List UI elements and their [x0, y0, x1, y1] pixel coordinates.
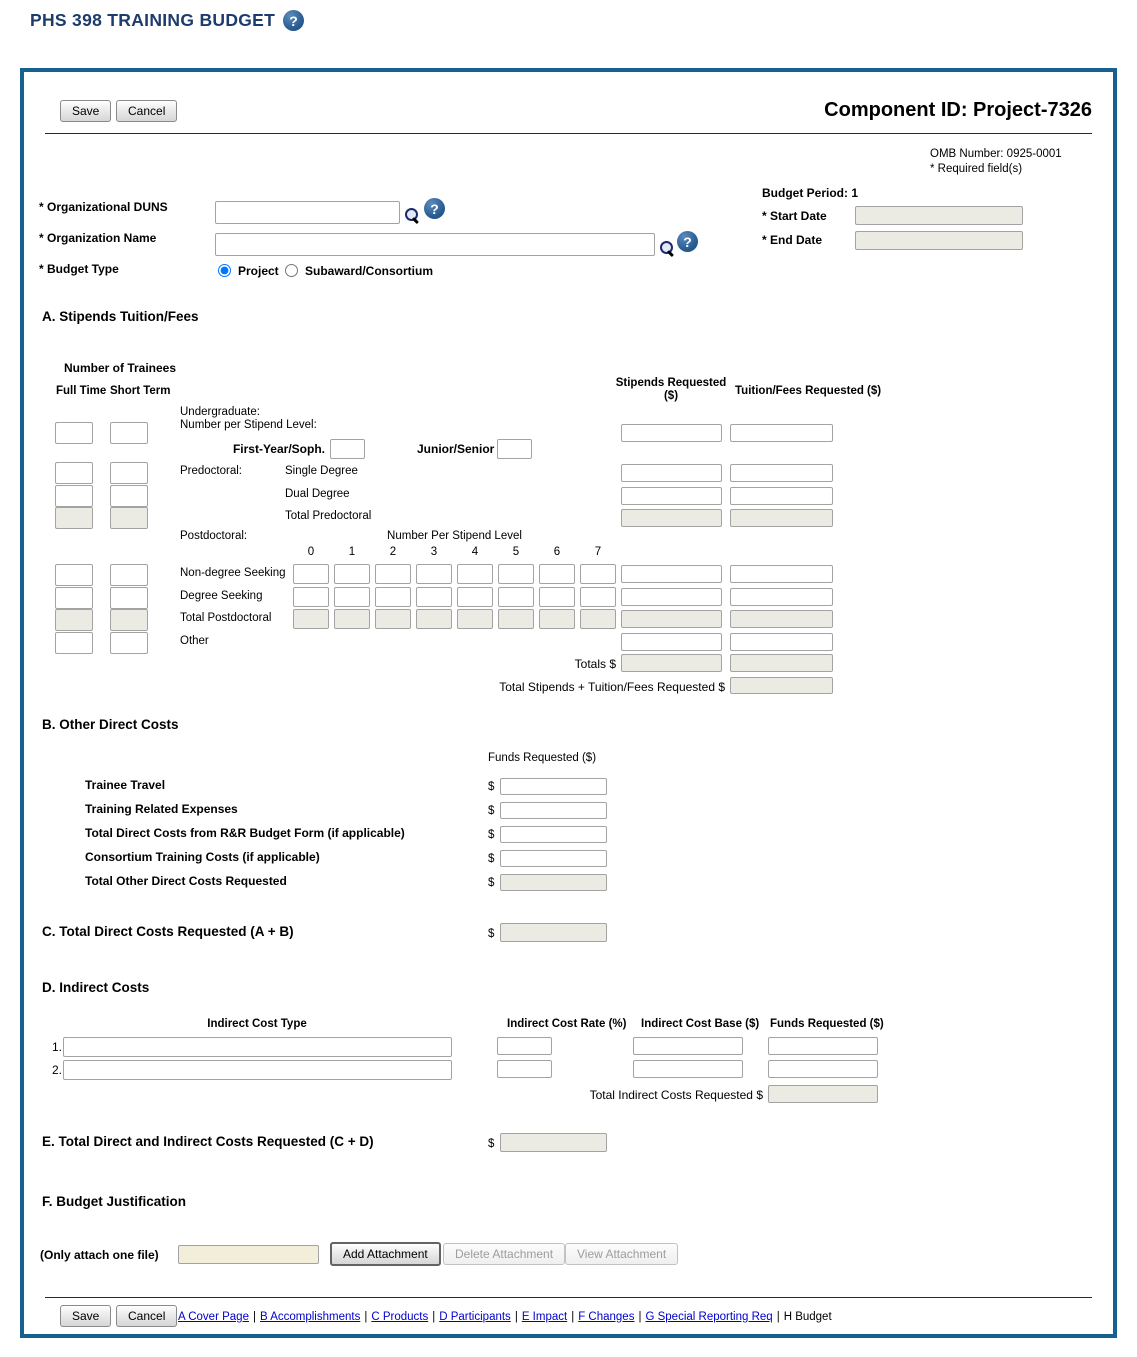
- footer-nav: [178, 1311, 832, 1323]
- section-e-heading: E. Total Direct and Indirect Costs Requested (C + D): [42, 1134, 374, 1149]
- a-degree-fulltime-input[interactable]: [55, 587, 93, 609]
- top-divider: [45, 133, 1092, 134]
- a-degree-shortterm-input[interactable]: [110, 587, 148, 609]
- nav-link-special-reporting[interactable]: G Special Reporting Req: [645, 1311, 773, 1323]
- a-nondegree-level-5-input[interactable]: [498, 564, 534, 584]
- b-trainee-travel-input[interactable]: [500, 778, 607, 795]
- end-date-label: * End Date: [762, 233, 823, 247]
- currency-symbol: $: [488, 928, 495, 940]
- e-total-costs-input: [500, 1133, 607, 1152]
- bottom-divider: [45, 1297, 1092, 1298]
- a-totals-tuition-input: [730, 654, 833, 672]
- a-nondegree-level-4-input[interactable]: [457, 564, 493, 584]
- component-id: Component ID: Project-7326: [824, 99, 1092, 121]
- help-icon[interactable]: ?: [424, 198, 445, 219]
- cancel-button-bottom[interactable]: Cancel: [116, 1305, 177, 1327]
- a-degree-level-3-input[interactable]: [416, 587, 452, 607]
- single-degree-label: Single Degree: [285, 465, 358, 477]
- b-total-other-direct-input: [500, 874, 607, 891]
- a-totalpredoc-stipends-input: [621, 509, 722, 527]
- stipend-level-1: 1: [348, 546, 356, 558]
- stipend-level-3: 3: [430, 546, 438, 558]
- nav-link-accomplishments[interactable]: B Accomplishments: [259, 1311, 361, 1323]
- currency-symbol: $: [488, 805, 495, 817]
- stipend-level-6: 6: [553, 546, 561, 558]
- a-totalpostdoc-level-3-input: [416, 609, 452, 629]
- nav-current-page: H Budget: [783, 1311, 832, 1323]
- a-totalpostdoc-level-1-input: [334, 609, 370, 629]
- total-indirect-label: Total Indirect Costs Requested $: [589, 1088, 763, 1102]
- funds-requested-header: Funds Requested ($): [488, 752, 597, 764]
- lookup-magnifier-icon[interactable]: [659, 240, 674, 255]
- a-nondegree-stipends-input[interactable]: [621, 565, 722, 583]
- a-nondegree-shortterm-input[interactable]: [110, 564, 148, 586]
- a-other-tuition-input[interactable]: [730, 633, 833, 651]
- budget-type-option-project-label: Project: [238, 264, 279, 278]
- nav-separator: |: [638, 1311, 642, 1323]
- a-degree-level-2-input[interactable]: [375, 587, 411, 607]
- a-nondegree-level-2-input[interactable]: [375, 564, 411, 584]
- a-totals-stipends-input: [621, 654, 722, 672]
- junior-senior-label: Junior/Senior: [417, 442, 495, 456]
- indirect-row-2-number: 2.: [52, 1063, 63, 1077]
- a-other-stipends-input[interactable]: [621, 633, 722, 651]
- nav-separator: |: [252, 1311, 256, 1323]
- indirect-cost-type-header: Indirect Cost Type: [207, 1018, 307, 1030]
- budget-type-label: * Budget Type: [39, 262, 119, 276]
- budget-type-option-subaward-label: Subaward/Consortium: [305, 264, 434, 278]
- undergraduate-label: Undergraduate:: [180, 406, 260, 418]
- d-rate-1-input[interactable]: [497, 1037, 552, 1055]
- number-of-trainees-label: Number of Trainees: [64, 361, 177, 375]
- nav-separator: |: [514, 1311, 518, 1323]
- a-totalpredoc-tuition-input: [730, 509, 833, 527]
- nav-separator: |: [571, 1311, 575, 1323]
- a-single-stipends-input[interactable]: [621, 464, 722, 482]
- a-totalpostdoc-level-2-input: [375, 609, 411, 629]
- a-junior-senior-input[interactable]: [497, 439, 532, 459]
- currency-symbol: $: [488, 877, 495, 889]
- a-totalpostdoc-tuition-input: [730, 610, 833, 628]
- dual-degree-label: Dual Degree: [285, 488, 350, 500]
- start-date-input: [855, 206, 1023, 225]
- a-dual-fulltime-input[interactable]: [55, 485, 93, 507]
- nav-link-participants[interactable]: D Participants: [439, 1311, 511, 1323]
- a-nondegree-tuition-input[interactable]: [730, 565, 833, 583]
- section-b-heading: B. Other Direct Costs: [42, 717, 179, 732]
- a-degree-tuition-input[interactable]: [730, 588, 833, 606]
- section-c-heading: C. Total Direct Costs Requested (A + B): [42, 924, 294, 939]
- nav-link-changes[interactable]: F Changes: [578, 1311, 635, 1323]
- a-nondegree-level-1-input[interactable]: [334, 564, 370, 584]
- currency-symbol: $: [488, 781, 495, 793]
- a-nondegree-level-3-input[interactable]: [416, 564, 452, 584]
- d-rate-2-input[interactable]: [497, 1060, 552, 1078]
- duns-input[interactable]: [215, 201, 400, 224]
- undergraduate-sublabel: Number per Stipend Level:: [180, 419, 317, 431]
- save-button-top[interactable]: Save: [60, 100, 111, 122]
- help-icon[interactable]: ?: [283, 10, 304, 31]
- d-type-2-input[interactable]: [63, 1060, 452, 1080]
- help-icon[interactable]: ?: [677, 231, 698, 252]
- org-name-label: * Organization Name: [39, 231, 157, 245]
- nav-link-impact[interactable]: E Impact: [521, 1311, 568, 1323]
- duns-label: * Organizational DUNS: [39, 200, 168, 214]
- section-f-heading: F. Budget Justification: [42, 1194, 187, 1209]
- a-dual-shortterm-input[interactable]: [110, 485, 148, 507]
- a-nondegree-fulltime-input[interactable]: [55, 564, 93, 586]
- b-consortium-costs-input[interactable]: [500, 850, 607, 867]
- total-other-direct-label: Total Other Direct Costs Requested: [85, 874, 287, 888]
- budget-type-radio-project[interactable]: [218, 264, 231, 277]
- d-base-1-input[interactable]: [633, 1037, 743, 1055]
- a-totalpostdoc-level-7-input: [580, 609, 616, 629]
- attachment-filename-field: [178, 1245, 319, 1264]
- a-undergrad-fulltime-input[interactable]: [55, 422, 93, 444]
- total-predoctoral-label: Total Predoctoral: [285, 510, 372, 522]
- nav-separator: |: [364, 1311, 368, 1323]
- stipend-level-4: 4: [471, 546, 479, 558]
- page-title-text: PHS 398 TRAINING BUDGET: [30, 10, 276, 30]
- stipend-level-0: 0: [307, 546, 315, 558]
- rr-budget-label: Total Direct Costs from R&R Budget Form (if applicable): [85, 826, 405, 840]
- a-degree-level-7-input[interactable]: [580, 587, 616, 607]
- currency-symbol: $: [488, 1138, 495, 1150]
- omb-number: OMB Number: 0925-0001: [930, 148, 1062, 160]
- section-a-heading: A. Stipends Tuition/Fees: [42, 309, 199, 324]
- a-totalpostdoc-level-0-input: [293, 609, 329, 629]
- nav-separator: |: [776, 1311, 780, 1323]
- a-single-fulltime-input[interactable]: [55, 462, 93, 484]
- attach-note-label: (Only attach one file): [40, 1248, 159, 1262]
- indirect-cost-rate-header: Indirect Cost Rate (%): [507, 1018, 627, 1030]
- a-nondegree-level-0-input[interactable]: [293, 564, 329, 584]
- a-totalpostdoc-level-5-input: [498, 609, 534, 629]
- other-label: Other: [180, 635, 209, 647]
- org-name-input[interactable]: [215, 233, 655, 256]
- a-totalpostdoc-stipends-input: [621, 610, 722, 628]
- c-total-direct-costs-input: [500, 923, 607, 942]
- start-date-label: * Start Date: [762, 209, 827, 223]
- a-nondegree-level-6-input[interactable]: [539, 564, 575, 584]
- a-degree-level-6-input[interactable]: [539, 587, 575, 607]
- number-per-stipend-header: Number Per Stipend Level: [387, 530, 522, 542]
- tuition-fees-header: Tuition/Fees Requested ($): [735, 385, 882, 397]
- short-term-header: Short Term: [110, 385, 171, 397]
- budget-type-radio-subaward[interactable]: [285, 264, 298, 277]
- indirect-row-1-number: 1.: [52, 1040, 63, 1054]
- a-other-fulltime-input[interactable]: [55, 632, 93, 654]
- a-dual-stipends-input[interactable]: [621, 487, 722, 505]
- cancel-button-top[interactable]: Cancel: [116, 100, 177, 122]
- a-totalpredoc-shortterm-input: [110, 507, 148, 529]
- save-button-bottom[interactable]: Save: [60, 1305, 111, 1327]
- a-other-shortterm-input[interactable]: [110, 632, 148, 654]
- trainee-travel-label: Trainee Travel: [85, 778, 166, 792]
- grand-total-label: Total Stipends + Tuition/Fees Requested $: [499, 680, 725, 694]
- d-total-indirect-input: [768, 1085, 878, 1103]
- b-training-expenses-input[interactable]: [500, 802, 607, 819]
- a-first-year-input[interactable]: [330, 439, 365, 459]
- a-undergrad-tuition-input[interactable]: [730, 424, 833, 442]
- delete-attachment-button: Delete Attachment: [443, 1243, 565, 1265]
- a-totalpostdoc-level-4-input: [457, 609, 493, 629]
- stipend-level-2: 2: [389, 546, 397, 558]
- a-single-shortterm-input[interactable]: [110, 462, 148, 484]
- a-totalpredoc-fulltime-input: [55, 507, 93, 529]
- full-time-header: Full Time: [56, 385, 107, 397]
- budget-period: Budget Period: 1: [762, 186, 859, 200]
- predoctoral-label: Predoctoral:: [180, 465, 243, 477]
- consortium-costs-label: Consortium Training Costs (if applicable): [85, 850, 320, 864]
- a-nondegree-level-7-input[interactable]: [580, 564, 616, 584]
- stipend-level-5: 5: [512, 546, 520, 558]
- nav-separator: |: [432, 1311, 436, 1323]
- a-undergrad-stipends-input[interactable]: [621, 424, 722, 442]
- lookup-magnifier-icon[interactable]: [404, 207, 419, 222]
- training-expenses-label: Training Related Expenses: [85, 802, 238, 816]
- total-postdoctoral-label: Total Postdoctoral: [180, 612, 272, 624]
- stipend-level-7: 7: [594, 546, 602, 558]
- a-totalpostdoc-shortterm-input: [110, 609, 148, 631]
- d-type-1-input[interactable]: [63, 1037, 452, 1057]
- a-degree-level-1-input[interactable]: [334, 587, 370, 607]
- a-degree-level-0-input[interactable]: [293, 587, 329, 607]
- a-totalpostdoc-fulltime-input: [55, 609, 93, 631]
- add-attachment-button[interactable]: Add Attachment: [330, 1242, 441, 1266]
- a-grand-total-input: [730, 677, 833, 694]
- a-degree-level-4-input[interactable]: [457, 587, 493, 607]
- omb-block: [930, 147, 1062, 176]
- nav-link-products[interactable]: C Products: [371, 1311, 429, 1323]
- nav-link-cover-page[interactable]: A Cover Page: [178, 1311, 249, 1323]
- stipends-requested-header: Stipends Requested ($): [615, 377, 727, 402]
- non-degree-label: Non-degree Seeking: [180, 567, 286, 579]
- totals-label: Totals $: [574, 657, 616, 671]
- a-single-tuition-input[interactable]: [730, 464, 833, 482]
- a-dual-tuition-input[interactable]: [730, 487, 833, 505]
- a-undergrad-shortterm-input[interactable]: [110, 422, 148, 444]
- section-d-heading: D. Indirect Costs: [42, 980, 150, 995]
- funds-requested-header: Funds Requested ($): [770, 1018, 884, 1030]
- view-attachment-button: View Attachment: [565, 1243, 678, 1265]
- a-degree-stipends-input[interactable]: [621, 588, 722, 606]
- a-totalpostdoc-level-6-input: [539, 609, 575, 629]
- page-title: [30, 10, 304, 31]
- postdoctoral-label: Postdoctoral:: [180, 530, 248, 542]
- first-year-label: First-Year/Soph.: [232, 442, 325, 456]
- d-funds-2-input[interactable]: [768, 1060, 878, 1078]
- d-base-2-input[interactable]: [633, 1060, 743, 1078]
- d-funds-1-input[interactable]: [768, 1037, 878, 1055]
- b-rr-budget-input[interactable]: [500, 826, 607, 843]
- currency-symbol: $: [488, 853, 495, 865]
- a-degree-level-5-input[interactable]: [498, 587, 534, 607]
- required-note: * Required field(s): [930, 162, 1023, 175]
- degree-seeking-label: Degree Seeking: [180, 590, 263, 602]
- end-date-input: [855, 231, 1023, 250]
- indirect-cost-base-header: Indirect Cost Base ($): [641, 1018, 760, 1030]
- currency-symbol: $: [488, 829, 495, 841]
